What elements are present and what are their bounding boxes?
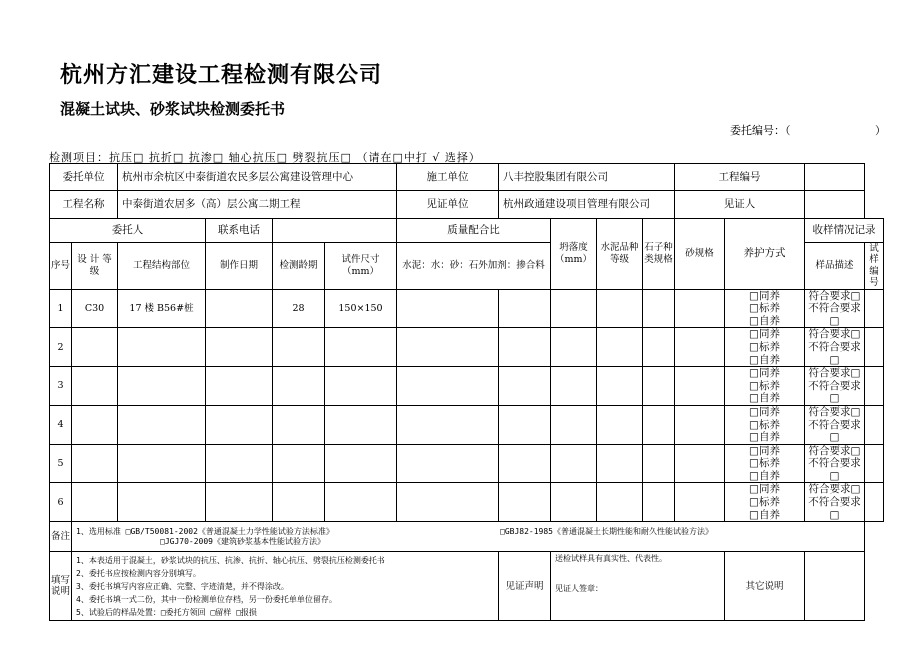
- sample-row: [50, 328, 884, 367]
- instruction-line: 2、委托书应按检测内容分别填写。: [76, 568, 201, 578]
- instruction-line: 1、本表适用于混凝土，砂浆试块的抗压、抗渗、抗折、轴心抗压、劈裂抗压检测委托书: [76, 555, 385, 565]
- cement-cell[interactable]: [597, 405, 643, 444]
- cement-cell[interactable]: [597, 328, 643, 367]
- size-cell[interactable]: [325, 328, 397, 367]
- seq-cell: 1: [50, 289, 72, 328]
- grade-cell[interactable]: C30: [72, 289, 118, 328]
- curing-option[interactable]: □标养: [749, 457, 780, 470]
- phone-value[interactable]: [273, 219, 397, 243]
- instructions-label: 填写说明: [50, 552, 72, 621]
- witness-statement-text: 送检试样具有真实性、代表性。: [555, 554, 667, 564]
- entrust-number: [730, 122, 886, 138]
- match-yes-checkbox[interactable]: 符合要求□: [808, 367, 861, 380]
- other-notes-value[interactable]: [805, 552, 865, 621]
- instruction-line: 4、委托书填一式二份，其中一份检测单位存档，另一份委托单单位留存。: [76, 594, 337, 604]
- stone-cell[interactable]: [643, 444, 675, 483]
- curing-header: 养护方式: [725, 219, 805, 290]
- cement-cell[interactable]: [597, 444, 643, 483]
- curing-cell: [725, 483, 805, 522]
- curing-option[interactable]: □标养: [749, 496, 780, 509]
- entrust-table: [49, 163, 884, 621]
- curing-option[interactable]: □自养: [749, 508, 780, 521]
- match-yes-checkbox[interactable]: 符合要求□: [808, 483, 861, 496]
- stone-cell[interactable]: [643, 328, 675, 367]
- client-value: 杭州市余杭区中泰街道农民多层公寓建设管理中心: [118, 164, 397, 191]
- date-cell[interactable]: [206, 328, 273, 367]
- entruster-label: 委托人: [50, 219, 206, 243]
- seq-cell: 5: [50, 444, 72, 483]
- sample-row: [50, 367, 884, 406]
- builder-value: 八丰控股集团有限公司: [499, 164, 675, 191]
- grade-cell[interactable]: [72, 444, 118, 483]
- date-header: 制作日期: [206, 243, 273, 290]
- date-cell[interactable]: [206, 483, 273, 522]
- grade-cell[interactable]: [72, 405, 118, 444]
- age-header: 检测龄期: [273, 243, 325, 290]
- slump-cell[interactable]: [551, 405, 597, 444]
- notes-label: 备注: [50, 522, 72, 552]
- sand-cell[interactable]: [675, 367, 725, 406]
- curing-option[interactable]: □标养: [749, 379, 780, 392]
- form-title: 混凝土试块、砂浆试块检测委托书: [60, 100, 286, 118]
- age-cell[interactable]: 28: [273, 289, 325, 328]
- match-no-checkbox[interactable]: 不符合要求□: [808, 457, 861, 482]
- curing-option[interactable]: □自养: [749, 314, 780, 327]
- size-cell[interactable]: [325, 367, 397, 406]
- grade-header: 设 计 等 级: [72, 243, 118, 290]
- seq-cell: 6: [50, 483, 72, 522]
- age-cell[interactable]: [273, 328, 325, 367]
- sample-desc-cell: [805, 444, 865, 483]
- sample-row: [50, 444, 884, 483]
- sample-no-cell[interactable]: [865, 289, 884, 328]
- instructions-content: [72, 552, 499, 621]
- age-cell[interactable]: [273, 483, 325, 522]
- witness-statement-content: [551, 552, 725, 621]
- mix-cell[interactable]: [397, 367, 499, 406]
- date-cell[interactable]: [206, 289, 273, 328]
- stone-cell[interactable]: [643, 483, 675, 522]
- sand-cell[interactable]: [675, 289, 725, 328]
- part-cell[interactable]: [118, 483, 206, 522]
- standard-jgj70[interactable]: □JGJ70-2009《建筑砂浆基本性能试验方法》: [160, 536, 325, 546]
- grade-cell[interactable]: [72, 483, 118, 522]
- mix-cell[interactable]: [397, 405, 499, 444]
- sample-desc-cell: [805, 289, 865, 328]
- sample-row: [50, 483, 884, 522]
- sample-desc-cell: [805, 483, 865, 522]
- part-header: 工程结构部位: [118, 243, 206, 290]
- match-no-checkbox[interactable]: 不符合要求□: [808, 418, 861, 444]
- sand-cell[interactable]: [675, 444, 725, 483]
- sample-desc-cell: [805, 367, 865, 406]
- sand-header: 砂规格: [675, 219, 725, 290]
- stone-cell[interactable]: [643, 289, 675, 328]
- curing-option[interactable]: □标养: [749, 340, 780, 353]
- sand-cell[interactable]: [675, 483, 725, 522]
- date-cell[interactable]: [206, 367, 273, 406]
- sample-no-cell[interactable]: [865, 405, 884, 444]
- curing-option[interactable]: □同养: [749, 444, 780, 457]
- sand-cell[interactable]: [675, 328, 725, 367]
- client-label: 委托单位: [50, 164, 118, 191]
- notes-content: [72, 522, 865, 552]
- cement-header: 水泥品种等级: [597, 219, 643, 290]
- curing-option[interactable]: □同养: [749, 289, 780, 302]
- sample-no-cell[interactable]: [865, 444, 884, 483]
- sample-desc-cell: [805, 328, 865, 367]
- phone-label: 联系电话: [206, 219, 273, 243]
- witness-value[interactable]: [805, 191, 865, 219]
- witness-statement-label: 见证声明: [499, 552, 551, 621]
- curing-option[interactable]: □同养: [749, 367, 780, 380]
- mix-extra-cell[interactable]: [499, 328, 551, 367]
- standard-gb50081[interactable]: □GB/T50081-2002《普通混凝土力学性能试验方法标准》: [125, 527, 334, 537]
- cement-cell[interactable]: [597, 289, 643, 328]
- match-yes-checkbox[interactable]: 符合要求□: [808, 405, 861, 418]
- project-no-value[interactable]: [805, 164, 865, 191]
- curing-cell: [725, 367, 805, 406]
- witness-unit-value: 杭州政通建设项目管理有限公司: [499, 191, 675, 219]
- match-yes-checkbox[interactable]: 符合要求□: [808, 444, 861, 457]
- slump-header: 坍落度（mm）: [551, 219, 597, 290]
- grade-cell[interactable]: [72, 328, 118, 367]
- curing-option[interactable]: □自养: [749, 431, 780, 444]
- part-cell[interactable]: [118, 444, 206, 483]
- entrust-number-close: ）: [875, 124, 886, 137]
- match-yes-checkbox[interactable]: 符合要求□: [808, 289, 861, 302]
- size-cell[interactable]: 150×150: [325, 289, 397, 328]
- curing-option[interactable]: □自养: [749, 353, 780, 366]
- mix-extra-cell[interactable]: [499, 367, 551, 406]
- sample-desc-cell: [805, 405, 865, 444]
- sample-rows: [50, 289, 884, 522]
- date-cell[interactable]: [206, 444, 273, 483]
- curing-option[interactable]: □自养: [749, 392, 780, 405]
- curing-option[interactable]: □同养: [749, 483, 780, 496]
- mix-extra-cell[interactable]: [499, 405, 551, 444]
- match-no-checkbox[interactable]: 不符合要求□: [808, 302, 861, 327]
- sample-no-header: 试样编号: [865, 243, 884, 290]
- seq-cell: 2: [50, 328, 72, 367]
- curing-cell: [725, 289, 805, 328]
- test-items-line: 检测项目：抗压□ 抗折□ 抗渗□ 轴心抗压□ 劈裂抗压□ （请在□中打 √ 选择）: [49, 151, 481, 164]
- slump-cell[interactable]: [551, 367, 597, 406]
- slump-cell[interactable]: [551, 444, 597, 483]
- curing-option[interactable]: □标养: [749, 418, 780, 431]
- part-cell[interactable]: [118, 405, 206, 444]
- stone-cell[interactable]: [643, 367, 675, 406]
- curing-cell: [725, 444, 805, 483]
- part-cell[interactable]: [118, 328, 206, 367]
- date-cell[interactable]: [206, 405, 273, 444]
- mix-extra-cell[interactable]: [499, 483, 551, 522]
- mix-cell[interactable]: [397, 483, 499, 522]
- seq-cell: 3: [50, 367, 72, 406]
- builder-label: 施工单位: [397, 164, 499, 191]
- cement-cell[interactable]: [597, 483, 643, 522]
- slump-cell[interactable]: [551, 289, 597, 328]
- mix-label: 质量配合比: [397, 219, 551, 243]
- other-notes-label: 其它说明: [725, 552, 805, 621]
- size-cell[interactable]: [325, 444, 397, 483]
- age-cell[interactable]: [273, 444, 325, 483]
- seq-cell: 4: [50, 405, 72, 444]
- slump-cell[interactable]: [551, 483, 597, 522]
- age-cell[interactable]: [273, 405, 325, 444]
- mix-cell[interactable]: [397, 444, 499, 483]
- sample-no-cell[interactable]: [865, 367, 884, 406]
- curing-cell: [725, 328, 805, 367]
- sample-row: [50, 405, 884, 444]
- part-cell[interactable]: 17 楼 B56#桩: [118, 289, 206, 328]
- mix-extra-cell[interactable]: [499, 289, 551, 328]
- project-label: 工程名称: [50, 191, 118, 219]
- project-no-label: 工程编号: [675, 164, 805, 191]
- mix-cell[interactable]: [397, 289, 499, 328]
- match-yes-checkbox[interactable]: 符合要求□: [808, 328, 861, 341]
- sample-no-cell[interactable]: [865, 328, 884, 367]
- curing-option[interactable]: □标养: [749, 302, 780, 315]
- part-cell[interactable]: [118, 367, 206, 406]
- standard-gbj82[interactable]: □GBJ82-1985《普通混凝土长期性能和耐久性能试验方法》: [500, 527, 713, 537]
- curing-option[interactable]: □同养: [749, 328, 780, 341]
- witness-signature[interactable]: 见证人签章：: [555, 583, 603, 593]
- stone-cell[interactable]: [643, 405, 675, 444]
- instruction-line: 3、委托书填写内容应正确、完整、字迹清楚，并不得涂改。: [76, 581, 289, 591]
- witness-unit-label: 见证单位: [397, 191, 499, 219]
- sample-no-cell[interactable]: [865, 483, 884, 522]
- curing-option[interactable]: □自养: [749, 469, 780, 482]
- instruction-line[interactable]: 5、试验后的样品处置：□委托方领回 □留样 □报损: [76, 607, 257, 617]
- sample-record-header: 收样情况记录: [805, 219, 884, 243]
- match-no-checkbox[interactable]: 不符合要求□: [808, 379, 861, 405]
- sample-desc-header: 样品描述: [805, 243, 865, 290]
- slump-cell[interactable]: [551, 328, 597, 367]
- sample-row: [50, 289, 884, 328]
- mix-header: 水泥：水：砂：石外加剂：掺合料: [397, 243, 551, 290]
- size-header: 试件尺寸（mm）: [325, 243, 397, 290]
- project-value: 中泰街道农居多（高）层公寓二期工程: [118, 191, 397, 219]
- cement-cell[interactable]: [597, 367, 643, 406]
- entrust-number-label: 委托编号：（: [730, 124, 791, 137]
- sand-cell[interactable]: [675, 405, 725, 444]
- curing-cell: [725, 405, 805, 444]
- age-cell[interactable]: [273, 367, 325, 406]
- size-cell[interactable]: [325, 483, 397, 522]
- stone-header: 石子种类规格: [643, 219, 675, 290]
- witness-label: 见证人: [675, 191, 805, 219]
- match-no-checkbox[interactable]: 不符合要求□: [808, 340, 861, 366]
- match-no-checkbox[interactable]: 不符合要求□: [808, 496, 861, 521]
- mix-cell[interactable]: [397, 328, 499, 367]
- curing-option[interactable]: □同养: [749, 405, 780, 418]
- mix-extra-cell[interactable]: [499, 444, 551, 483]
- grade-cell[interactable]: [72, 367, 118, 406]
- size-cell[interactable]: [325, 405, 397, 444]
- seq-header: 序号: [50, 243, 72, 290]
- company-name: 杭州方汇建设工程检测有限公司: [60, 63, 383, 88]
- standard-label: 1、选用标准: [76, 527, 121, 537]
